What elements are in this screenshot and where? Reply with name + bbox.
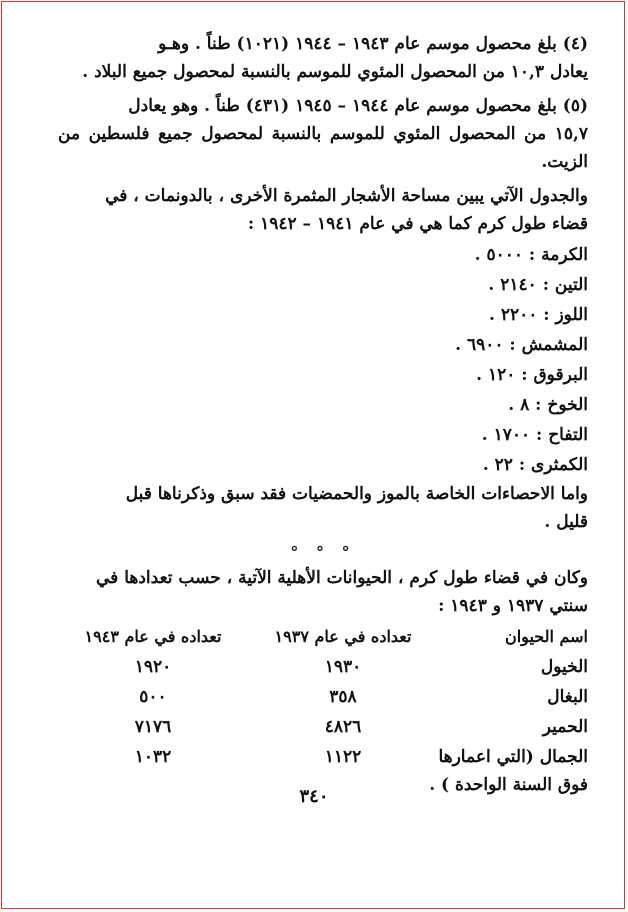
paragraph-line: واما الاحصاءات الخاصة بالموز والحمضيات فقد سبق وذكرناها قبل <box>125 484 588 504</box>
table-cell: ١٩٣٠ <box>324 657 362 677</box>
list-item: التفاح : ١٧٠٠ . <box>481 425 588 445</box>
table-row <box>58 742 588 772</box>
table-cell: الجمال (التي اعمارها <box>438 747 588 767</box>
table-cell: ١١٢٢ <box>324 747 362 767</box>
paragraph-line: (٤) بلغ محصول موسم عام ١٩٤٣ – ١٩٤٤ (١٠٢١) طناً . وهـو <box>158 34 588 54</box>
list-item: المشمش : ٦٩٠٠ . <box>455 335 588 355</box>
trees-intro <box>58 182 588 238</box>
table-cell: ٥٠٠ <box>139 687 167 707</box>
table-cell: الخيول <box>540 657 588 677</box>
list-item: اللوز : ٢٢٠٠ . <box>488 305 588 325</box>
animals-intro <box>58 564 588 620</box>
list-item: التين : ٢١٤٠ . <box>488 275 588 295</box>
table-header-row <box>58 622 588 652</box>
table-cell: ١٠٣٢ <box>134 747 172 767</box>
paragraph-line: يعادل ١٠,٣ من المحصول المئوي للموسم بالنسبة لمحصول جميع البلاد . <box>82 62 588 82</box>
page-number: ٣٤٠ <box>299 786 329 807</box>
paragraph-line: قضاء طول كرم كما هي في عام ١٩٤١ – ١٩٤٢ : <box>247 214 588 234</box>
book-page <box>58 30 588 804</box>
table-cell: ٤٨٢٦ <box>324 717 362 737</box>
list-item: الكمثرى : ٢٢ . <box>482 455 588 475</box>
paragraph-line: (٥) بلغ محصول موسم عام ١٩٤٤ – ١٩٤٥ (٤٣١) طناً . وهو يعادل <box>128 96 588 116</box>
list-item: البرقوق : ١٢٠ . <box>476 365 588 385</box>
animals-table <box>58 622 588 772</box>
table-cell: الحمير <box>542 717 588 737</box>
paragraph-line: والجدول الآتي يبين مساحة الأشجار المثمرة الأخرى ، بالدونمات ، في <box>105 186 588 206</box>
table-row <box>58 712 588 742</box>
paragraph-4 <box>58 30 588 86</box>
column-header: تعداده في عام ١٩٣٧ <box>274 627 412 646</box>
list-item: الكرمة : ٥٠٠٠ . <box>474 245 588 265</box>
section-separator: ° ° ° <box>290 543 356 562</box>
paragraph-5 <box>58 92 588 176</box>
citrus-note <box>58 480 588 536</box>
fruit-tree-list <box>58 240 588 480</box>
table-cell: ٣٥٨ <box>329 687 357 707</box>
list-item: الخوخ : ٨ . <box>508 395 588 415</box>
paragraph-line: قليل . <box>544 512 588 532</box>
paragraph-line: ١٥,٧ من المحصول المئوي للموسم بالنسبة لمحصول جميع فلسطين من الزيت. <box>58 124 588 172</box>
paragraph-line: سنتي ١٩٣٧ و ١٩٤٣ : <box>438 596 588 616</box>
table-cell: ١٩٢٠ <box>134 657 172 677</box>
table-footnote: فوق السنة الواحدة ) . <box>429 775 588 795</box>
table-row <box>58 652 588 682</box>
table-cell: ٧١٧٦ <box>134 717 172 737</box>
table-cell: البغال <box>547 687 588 707</box>
paragraph-line: وكان في قضاء طول كرم ، الحيوانات الأهلية الآتية ، حسب تعدادها في <box>96 568 588 588</box>
column-header: تعداده في عام ١٩٤٣ <box>84 627 222 646</box>
column-header: اسم الحيوان <box>504 627 588 646</box>
table-row <box>58 682 588 712</box>
